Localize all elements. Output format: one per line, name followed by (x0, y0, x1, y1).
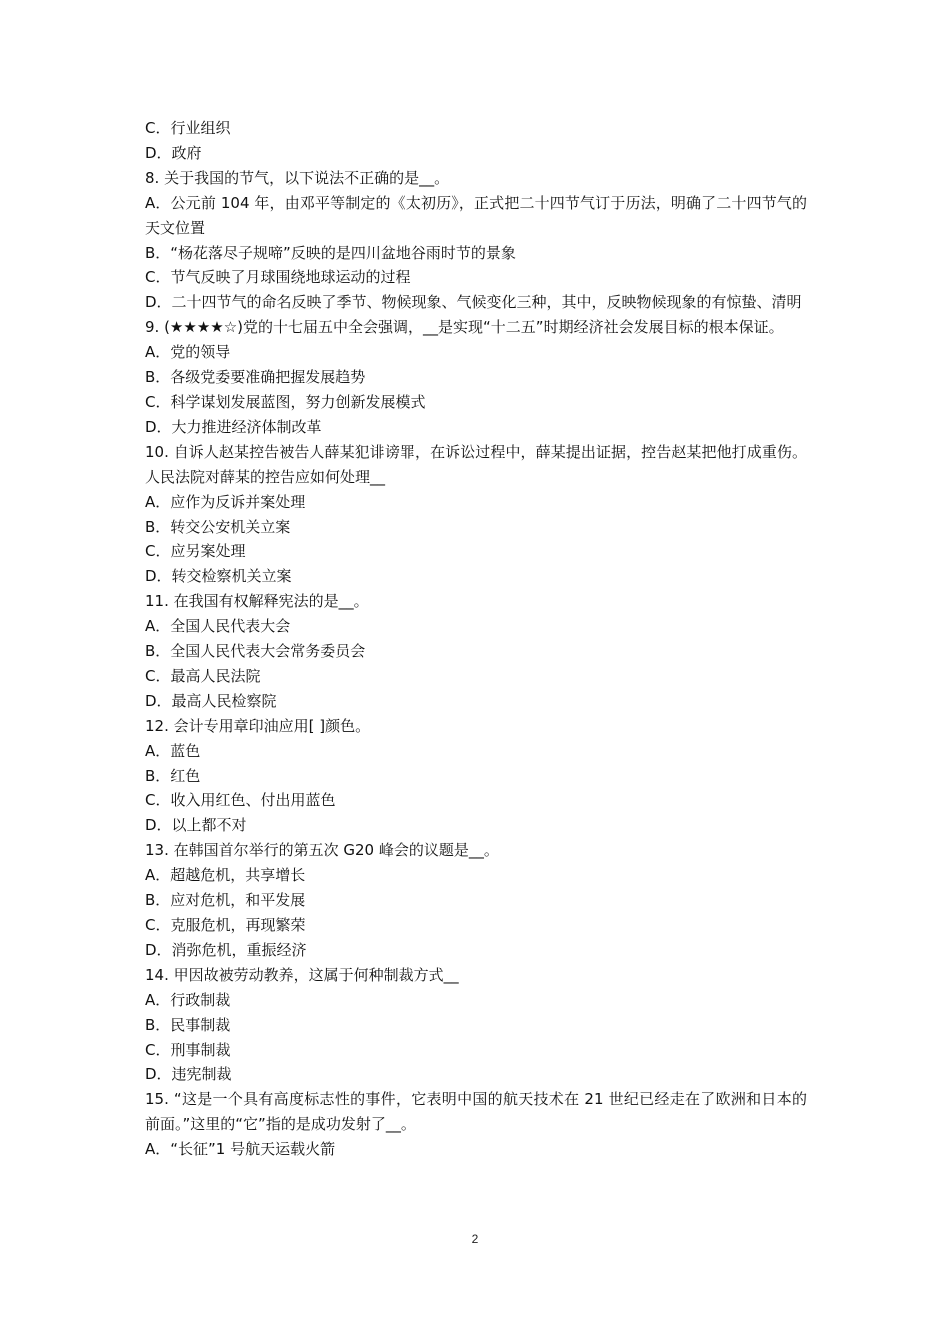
question-line: 8. 关于我国的节气，以下说法不正确的是__。 (145, 168, 450, 187)
question-line: 11. 在我国有权解释宪法的是__。 (145, 592, 369, 611)
option-line: B．民事制裁 (145, 1015, 231, 1034)
option-line: B．应对危机，和平发展 (145, 891, 306, 910)
question-line: 15. “这是一个具有高度标志性的事件，它表明中国的航天技术在 21 世纪已经走在了欧洲和日本的前面。”这里的“它”指的是成功发射了__。 (145, 1090, 807, 1134)
option-line: A．“长征”1 号航天运载火箭 (145, 1140, 336, 1159)
option-line: C．最高人民法院 (145, 666, 261, 685)
option-line: A．蓝色 (145, 741, 201, 760)
option-line: B．红色 (145, 766, 201, 785)
option-line: A．全国人民代表大会 (145, 617, 291, 636)
option-line: D．最高人民检察院 (145, 691, 277, 710)
option-line: B．各级党委要准确把握发展趋势 (145, 368, 366, 387)
option-line: D．转交检察机关立案 (145, 567, 292, 586)
question-line: 10. 自诉人赵某控告被告人薛某犯诽谤罪，在诉讼过程中，薛某提出证据，控告赵某把他打成重伤。人民法院对薛某的控告应如何处理__ (145, 442, 807, 486)
question-line: 12. 会计专用章印油应用[ ]颜色。 (145, 716, 371, 735)
question-line: 9. (★★★★☆)党的十七届五中全会强调，__是实现“十二五”时期经济社会发展目标的根本保证。 (145, 318, 784, 337)
page-number: 2 (471, 1232, 479, 1246)
option-line: A．超越危机，共享增长 (145, 866, 306, 885)
option-line: A．党的领导 (145, 343, 231, 362)
question-line: 13. 在韩国首尔举行的第五次 G20 峰会的议题是__。 (145, 841, 499, 860)
option-line: C．收入用红色、付出用蓝色 (145, 791, 336, 810)
option-line: D．违宪制裁 (145, 1065, 232, 1084)
option-line: C．克服危机，再现繁荣 (145, 916, 306, 934)
option-line: C．行业组织 (145, 119, 231, 137)
option-line: D．消弥危机，重振经济 (145, 940, 307, 959)
option-line: B．转交公安机关立案 (145, 517, 291, 536)
option-line: C．节气反映了月球围绕地球运动的过程 (145, 268, 411, 287)
option-line: B．全国人民代表大会常务委员会 (145, 642, 366, 661)
option-line: D．政府 (145, 143, 202, 162)
option-line: C．刑事制裁 (145, 1040, 231, 1059)
question-line: 14. 甲因故被劳动教养，这属于何种制裁方式__ (145, 965, 459, 984)
option-line: C．应另案处理 (145, 542, 246, 561)
option-line: A．公元前 104 年，由邓平等制定的《太初历》，正式把二十四节气订于历法，明确了二十四节气的天文位置 (145, 193, 807, 237)
option-line: D．以上都不对 (145, 816, 247, 835)
option-line: D．大力推进经济体制改革 (145, 417, 322, 436)
option-line: C．科学谋划发展蓝图，努力创新发展模式 (145, 392, 426, 411)
option-line: A．行政制裁 (145, 990, 231, 1009)
option-line: A．应作为反诉并案处理 (145, 492, 306, 511)
option-line: D．二十四节气的命名反映了季节、物候现象、气候变化三种，其中，反映物候现象的有惊蛰、清明 (145, 293, 802, 312)
option-line: B．“杨花落尽子规啼”反映的是四川盆地谷雨时节的景象 (145, 243, 516, 262)
page-content (145, 116, 807, 1162)
